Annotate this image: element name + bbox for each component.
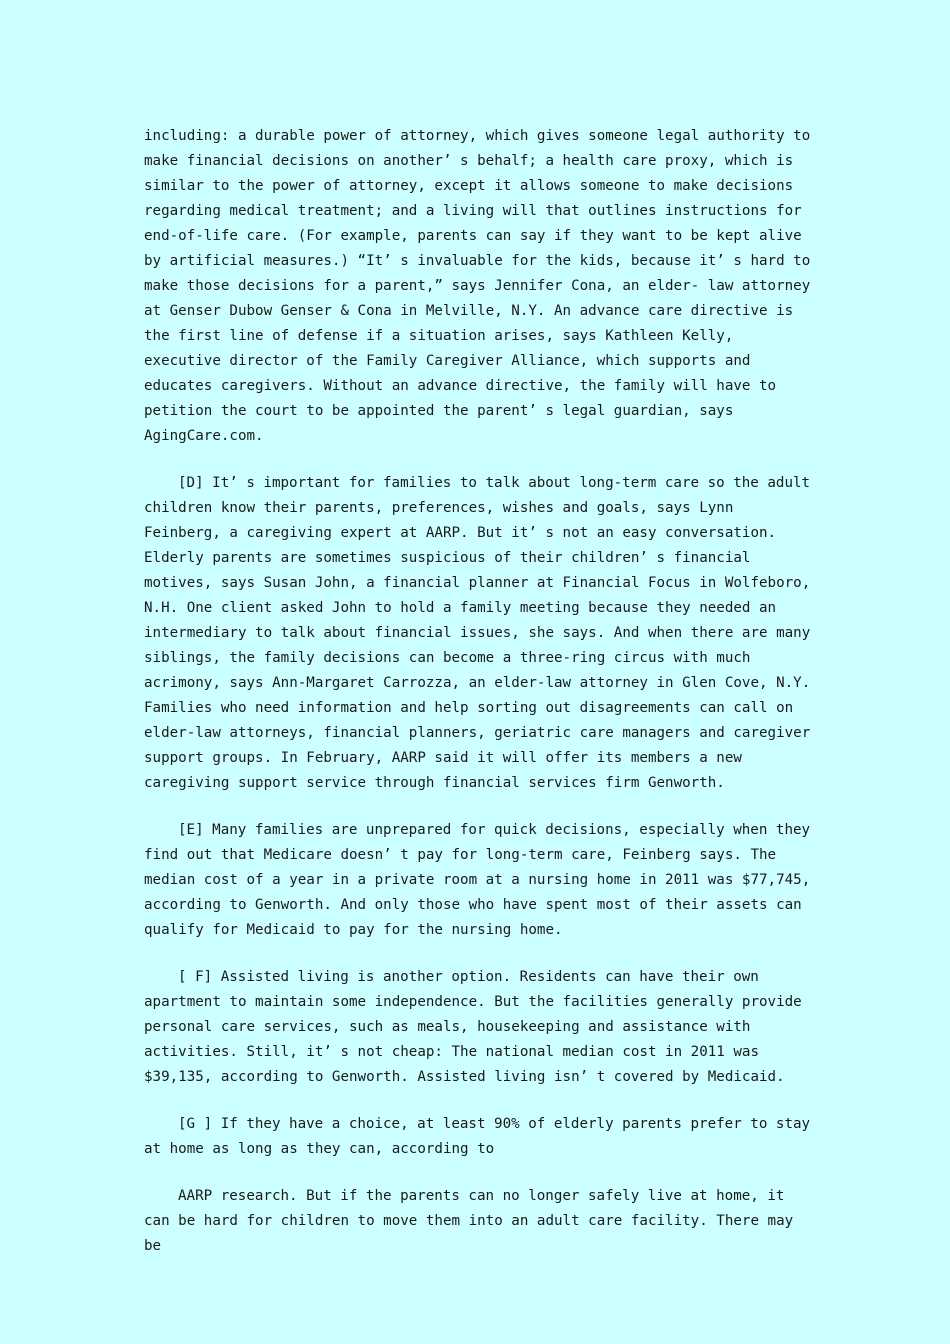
paragraph-e: [E] Many families are unprepared for quick decisions, especially when they find out that Medicare doesn’ t pay for long-term care, Feinberg says. The median cost of a year in a private room at a nursing home in 2011 was $77,745, according to Genworth. And only those who have spent most of their assets can qualify for Medicaid to pay for the nursing home. [144,822,819,938]
paragraph-g-continued: AARP research. But if the parents can no longer safely live at home, it can be hard for children to move them into an adult care facility. There may be [144,1188,802,1254]
paragraph-continuation: including: a durable power of attorney, which gives someone legal authority to make financial decisions on another’ s behalf; a health care proxy, which is similar to the power of attorney, except it allows someone to make decisions regarding medical treatment; and a living will that outlines instructions for end-of-life care. (For example, parents can say if they want to be kept alive by artificial measures.) “It’ s invaluable for the kids, because it’ s hard to make those decisions for a parent,” says Jennifer Cona, an elder- law attorney at Genser Dubow Genser & Cona in Melville, N.Y. An advance care directive is the first line of defense if a situation arises, says Kathleen Kelly, executive director of the Family Caregiver Alliance, which supports and educates caregivers. Without an advance directive, the family will have to petition the court to be appointed the parent’ s legal guardian, says AgingCare.com. [144,128,819,444]
paragraph-gap [144,1162,814,1184]
paragraph-gap [144,449,814,471]
paragraph-gap [144,943,814,965]
paragraph-gap [144,796,814,818]
paragraph-g: [G ] If they have a choice, at least 90% of elderly parents prefer to stay at home as long as they can, according to [144,1116,819,1157]
document-page [144,124,819,1259]
paragraph-gap [144,1090,814,1112]
paragraph-f: [ F] Assisted living is another option. Residents can have their own apartment to maintain some independence. But the facilities generally provide personal care services, such as meals, housekeeping and assistance with activities. Still, it’ s not cheap: The national median cost in 2011 was $39,135, according to Genworth. Assisted living isn’ t covered by Medicaid. [144,969,811,1085]
paragraph-d: [D] It’ s important for families to talk about long-term care so the adult children know their parents, preferences, wishes and goals, says Lynn Feinberg, a caregiving expert at AARP. But it’ s not an easy conversation. Elderly parents are sometimes suspicious of their children’ s financial motives, says Susan John, a financial planner at Financial Focus in Wolfeboro, N.H. One client asked John to hold a family meeting because they needed an intermediary to talk about financial issues, she says. And when there are many siblings, the family decisions can become a three-ring circus with much acrimony, says Ann-Margaret Carrozza, an elder-law attorney in Glen Cove, N.Y. Families who need information and help sorting out disagreements can call on elder-law attorneys, financial planners, geriatric care managers and caregiver support groups. In February, AARP said it will offer its members a new caregiving support service through financial services firm Genworth. [144,475,819,791]
